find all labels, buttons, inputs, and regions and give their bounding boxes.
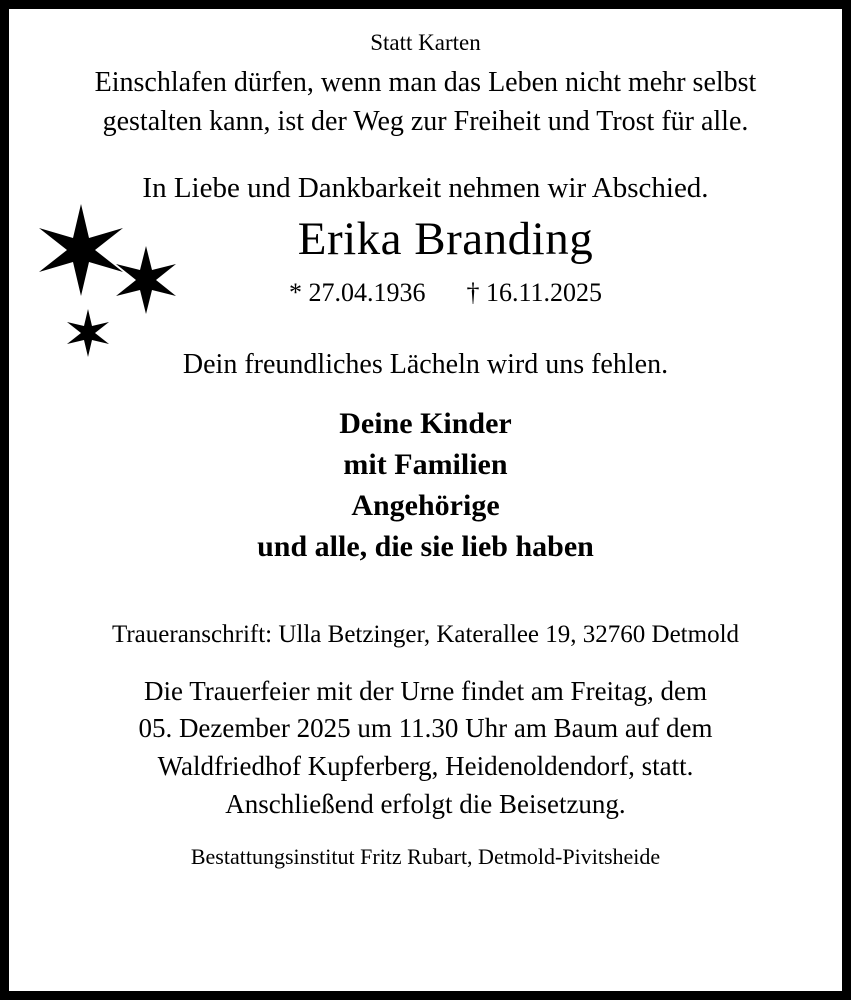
family-line-3: Angehörige	[351, 489, 500, 523]
family-block	[31, 403, 820, 567]
birth-symbol: *	[288, 278, 302, 308]
farewell-line: Dein freundliches Lächeln wird uns fehlen.	[182, 348, 669, 380]
verse-block	[31, 63, 820, 143]
funeral-institute: Bestattungsinstitut Fritz Rubart, Detmold-Pivitsheide	[190, 843, 661, 869]
ceremony-line-3: Waldfriedhof Kupferberg, Heidenoldendorf, statt.	[157, 751, 694, 782]
ceremony-block	[31, 673, 820, 824]
family-line-4: und alle, die sie lieb haben	[257, 530, 594, 564]
deceased-name: Erika Branding	[297, 212, 594, 265]
mourning-address: Traueranschrift: Ulla Betzinger, Katerallee 19, 32760 Detmold	[111, 621, 740, 649]
ceremony-line-1: Die Trauerfeier mit der Urne findet am Freitag, dem	[143, 675, 708, 706]
verse-line-2: gestalten kann, ist der Weg zur Freiheit und Trost für alle.	[102, 106, 749, 138]
death-symbol: †	[466, 278, 480, 308]
death-date: 16.11.2025	[485, 278, 603, 308]
ceremony-line-2: 05. Dezember 2025 um 11.30 Uhr am Baum auf dem	[138, 713, 713, 744]
name-block	[31, 214, 820, 309]
intro-line: In Liebe und Dankbarkeit nehmen wir Abschied.	[142, 172, 709, 205]
life-dates	[31, 277, 820, 308]
statt-karten-line: Statt Karten	[370, 30, 481, 55]
birth-date: 27.04.1936	[308, 278, 426, 308]
verse-line-1: Einschlafen dürfen, wenn man das Leben nicht mehr selbst	[94, 66, 757, 98]
family-line-1: Deine Kinder	[339, 407, 512, 441]
ceremony-line-4: Anschließend erfolgt die Beisetzung.	[225, 789, 626, 820]
family-line-2: mit Familien	[343, 448, 508, 482]
